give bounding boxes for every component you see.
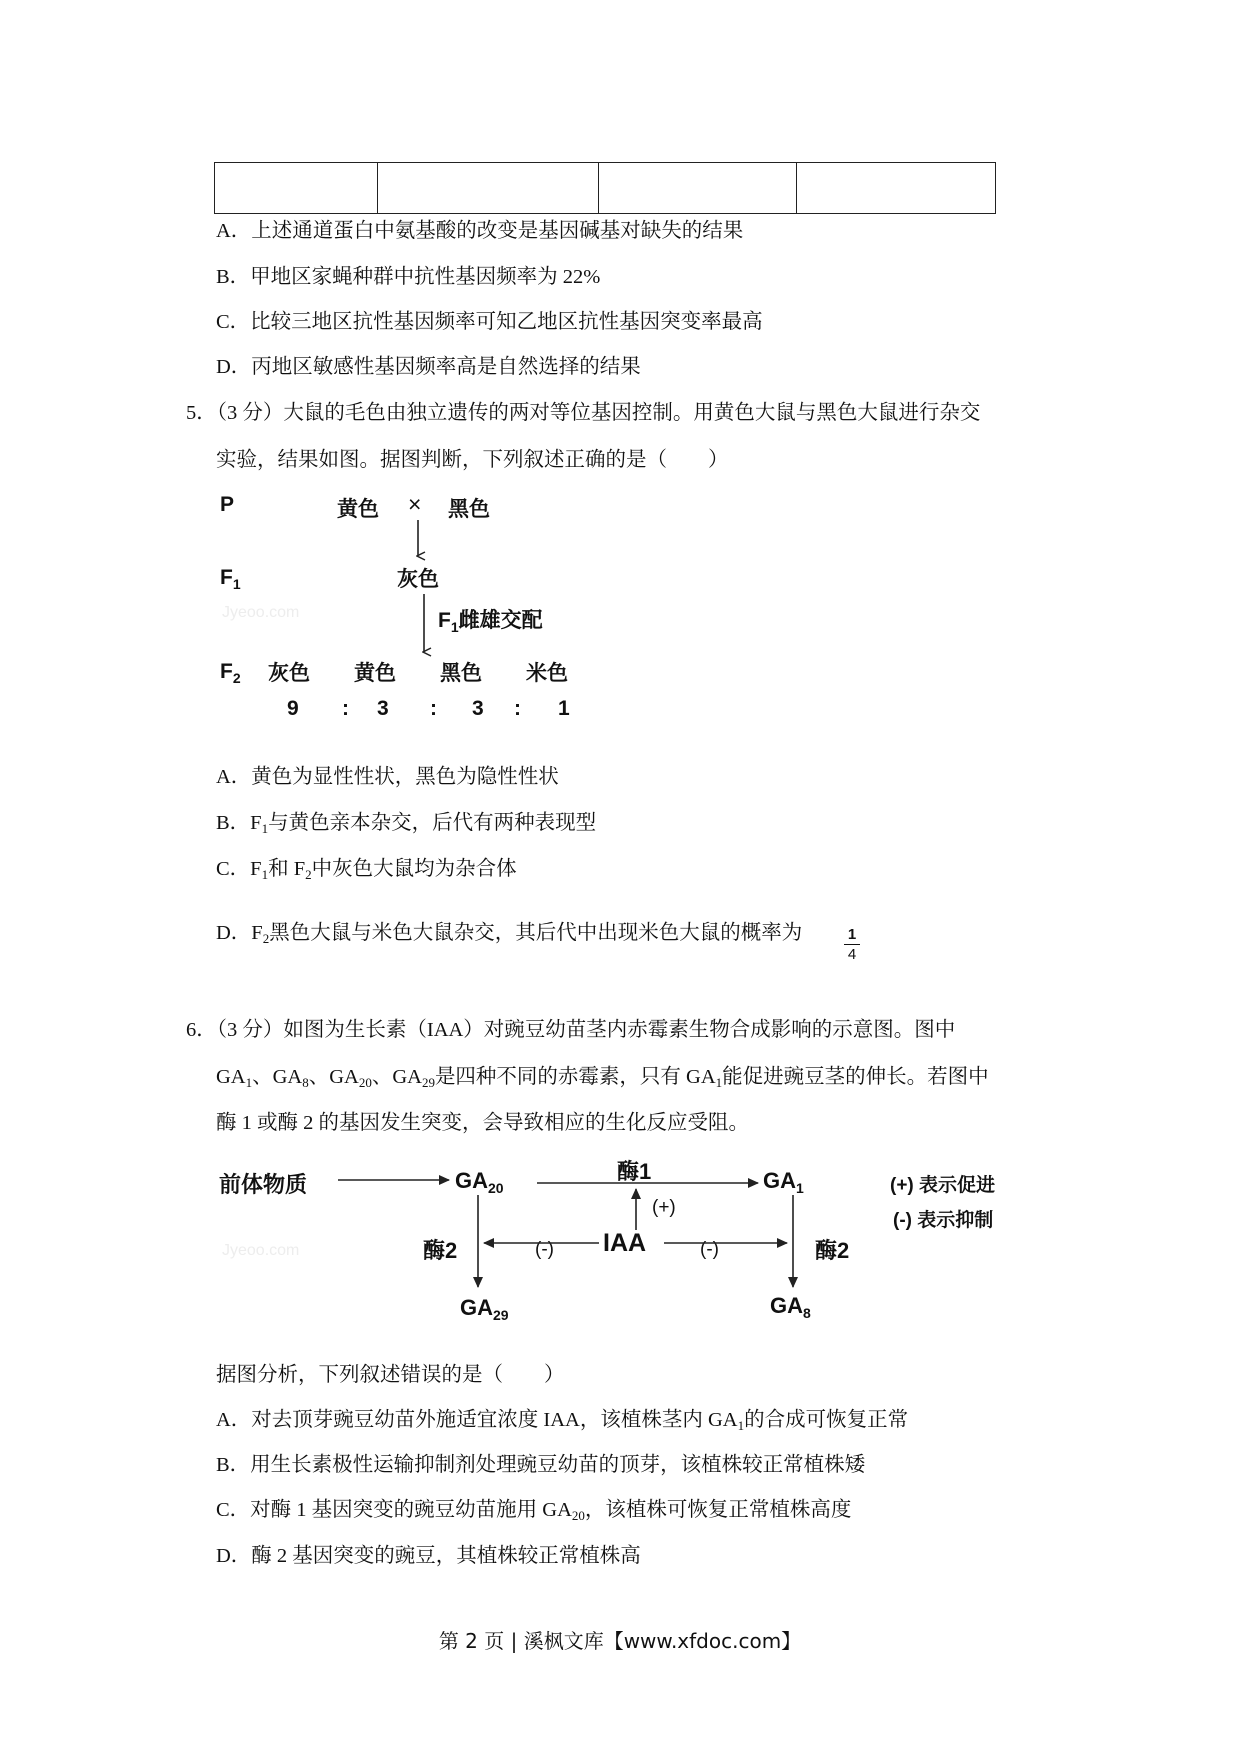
q6-option-b: B．用生长素极性运输抑制剂处理豌豆幼苗的顶芽，该植株较正常植株矮 (216, 1454, 866, 1476)
f1-generation-label: $F_1$ (220, 566, 241, 592)
promote-sign: (+) (652, 1197, 676, 1218)
fraction-denominator: 4 (847, 946, 857, 963)
watermark: Jyeoo.com (222, 1242, 300, 1259)
f2-phenotype-gray: 灰色 (268, 662, 310, 685)
ratio-value: 9 (287, 697, 299, 720)
ga20-label: $GA_{20}$ (455, 1168, 504, 1196)
legend-promote: (+) 表示促进 (890, 1175, 996, 1196)
p-generation-label: P (220, 493, 235, 516)
ratio-separator: : (342, 697, 349, 720)
ratio-value: 1 (558, 697, 570, 720)
q4-option-c: C．比较三地区抗性基因频率可知乙地区抗性基因突变率最高 (216, 311, 763, 333)
p-black-label: 黑色 (448, 498, 490, 521)
ga1-label: $GA_1$ (763, 1168, 804, 1196)
watermark: Jyeoo.com (222, 604, 300, 621)
q4-option-a: A．上述通道蛋白中氨基酸的改变是基因碱基对缺失的结果 (216, 220, 744, 242)
f2-phenotype-cream: 米色 (526, 662, 568, 685)
ratio-separator: : (430, 697, 437, 720)
precursor-label: 前体物质 (219, 1172, 308, 1197)
ratio-separator: : (514, 697, 521, 720)
q4-option-b: B．甲地区家蝇种群中抗性基因频率为 22% (216, 266, 601, 288)
f1-gray-label: 灰色 (397, 568, 439, 591)
enzyme2-left-label: 酶2 (423, 1238, 458, 1263)
enzyme2-right-label: 酶2 (815, 1238, 850, 1263)
q6-question: 据图分析，下列叙述错误的是（ ） (216, 1364, 565, 1386)
q6-stem-line2: $GA_1$、$GA_8$、$GA_{20}$、$GA_{29}$是四种不同的赤霉素，只有 $GA_1$能促进豌豆茎的伸长。若图中 (216, 1066, 989, 1090)
q5-option-d: D．$F_2$黑色大鼠与米色大鼠杂交，其后代中出现米色大鼠的概率为 (216, 922, 803, 946)
cross-symbol: × (408, 491, 422, 517)
f1-mating-label: $F_1$雌雄交配 (438, 609, 543, 635)
q5-option-a: A．黄色为显性性状，黑色为隐性性状 (216, 766, 559, 788)
ratio-value: 3 (472, 697, 484, 720)
ga29-label: $GA_{29}$ (460, 1295, 509, 1323)
f2-generation-label: $F_2$ (220, 660, 241, 686)
q6-stem-line1: 6．（3 分）如图为生长素（IAA）对豌豆幼苗茎内赤霉素生物合成影响的示意图。图中 (186, 1019, 956, 1041)
q6-stem-line3: 酶 1 或酶 2 的基因发生突变，会导致相应的生化反应受阻。 (216, 1112, 749, 1134)
q5-option-b: B．$F_1$与黄色亲本杂交，后代有两种表现型 (216, 812, 597, 836)
enzyme1-label: 酶1 (617, 1159, 652, 1184)
f2-phenotype-black: 黑色 (440, 662, 482, 685)
q4-option-d: D．丙地区敏感性基因频率高是自然选择的结果 (216, 356, 641, 378)
q5-stem-line2: 实验，结果如图。据图判断，下列叙述正确的是（ ） (216, 449, 729, 471)
fraction-numerator: 1 (847, 926, 857, 943)
ga8-label: $GA_8$ (770, 1293, 811, 1321)
inhibit-sign-right: (-) (700, 1239, 719, 1260)
legend-inhibit: (-) 表示抑制 (893, 1210, 994, 1231)
inhibit-sign-left: (-) (535, 1239, 554, 1260)
q5-option-c: C．$F_1$和 $F_2$中灰色大鼠均为杂合体 (216, 858, 517, 882)
ratio-value: 3 (377, 697, 389, 720)
f2-phenotype-yellow: 黄色 (354, 662, 396, 685)
p-yellow-label: 黄色 (337, 498, 379, 521)
iaa-label: IAA (603, 1229, 647, 1257)
page-footer: 第 2 页 | 溪枫文库【www.xfdoc.com】 (438, 1629, 802, 1653)
q6-option-a: A．对去顶芽豌豆幼苗外施适宜浓度 IAA，该植株茎内 $GA_1$的合成可恢复正常 (216, 1409, 909, 1433)
q5-stem-line1: 5．（3 分）大鼠的毛色由独立遗传的两对等位基因控制。用黄色大鼠与黑色大鼠进行杂交 (186, 402, 981, 424)
q6-option-d: D．酶 2 基因突变的豌豆，其植株较正常植株高 (216, 1545, 641, 1567)
q6-option-c: C．对酶 1 基因突变的豌豆幼苗施用 $GA_{20}$，该植株可恢复正常植株高度 (216, 1499, 852, 1523)
